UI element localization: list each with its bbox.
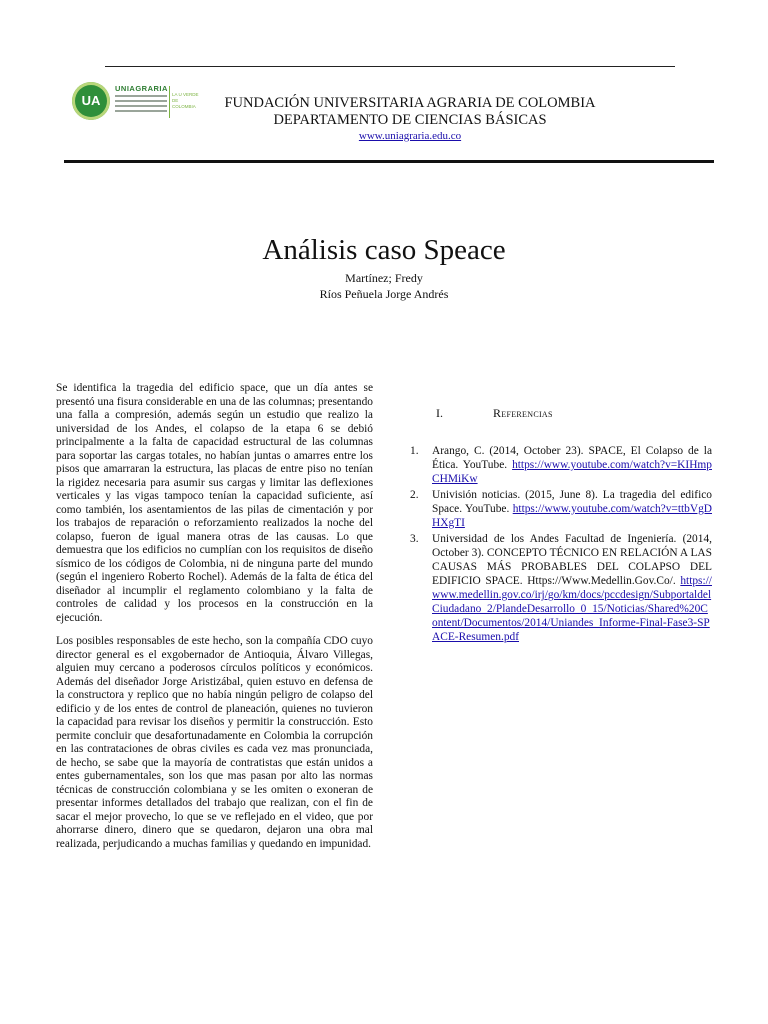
references-section-title: Referencias <box>493 406 553 420</box>
body-paragraph-1: Se identifica la tragedia del edificio space, que un día antes se presentó una fisura considerable en una de las columnas; presentando una falla a compresión, además según un estudio que realizo la universidad de los Andes, el colapso de la etapa 6 se debió principalmente a la falta de capacidad estructural de las columnas para soportar las cargas totales, no habían juntas o amarres entre los pisos que amarraran la estructura, las placas de entre piso no tenían la rigidez necesaria para asumir sus cargas y limitar las deflexiones verticales y las vigas tampoco tenían la capacidad suficiente, así como también, los asentamientos de las pilas de cimentación y por los trabajos de reparación o reforzamiento realizados la noche del colapso, fueron de igual manera otras de las causas. Lo que demuestra que los edificios no cumplían con los requisitos de diseño sísmico de los códigos de Colombia, ni de ninguna parte del mundo (según el ingeniero Roberto Rochel). Además de la falta de ética del diseñador al incumplir el reglamento colombiano y la falta de controles de calidad y los procesos en la construcción en la ejecución. <box>56 382 373 624</box>
logo-separator <box>169 86 170 118</box>
logo-subtitle-lines <box>115 95 167 115</box>
body-paragraph-2: Los posibles responsables de este hecho, son la compañía CDO cuyo director general es el exgobernador de Antioquia, Álvaro Villegas, alguien muy cercano a poderosos círculos políticos y económicos. Además del diseñador Jorge Aristizábal, quien estuvo en defensa de la constructora y replico que no había ningún peligro de colapso del edificio y de los entes de control de planeación, quienes no tuvieron la capacidad para revisar los diseños y permitir la construcción. Esto permite concluir que desafortunadamente en Colombia la corrupción en las contrataciones de obras civiles es cada vez mas pronunciada, de hecho, se sabe que la mayoría de contratistas que están unidos a entes gubernamentales, son los que mas pasan por alto las normas técnicas de construcción colombiana y se les omiten o exoneran de presentar informes detallados del trabajo que realizan, con el fin de sacar el mejor provecho, lo que se ve reflejado en el video, que por ahorrarse dinero, dinero que se quedaron, dejaron una obra mal realizada, perjudicando a muchas familias y quedando en impunidad. <box>56 635 373 850</box>
reference-text: Arango, C. (2014, October 23). SPACE, El Colapso de la Ética. YouTube. <box>432 445 712 471</box>
reference-link[interactable]: https://www.youtube.com/watch?v=ttbVgDHXgTI <box>432 503 712 529</box>
reference-item <box>410 532 712 644</box>
reference-link[interactable]: https://www.youtube.com/watch?v=KIHmpCHMiKw <box>432 459 712 485</box>
authors-block <box>0 270 768 302</box>
references-heading <box>436 406 696 421</box>
reference-text: Universidad de los Andes Facultad de Ingeniería. (2014, October 3). CONCEPTO TÉCNICO EN RELACIÓN A LAS CAUSAS MÁS PROBABLES DEL COLAPSO DEL EDIFICIO SPACE. Https://Www.Medellin.Gov.Co/. <box>432 533 712 587</box>
header-top-rule <box>105 66 675 67</box>
reference-item <box>410 488 712 530</box>
body-text-column <box>56 382 373 861</box>
uniagraria-logo <box>72 80 202 128</box>
header-bottom-rule <box>64 160 714 163</box>
reference-number: 1. <box>410 445 419 457</box>
reference-number: 3. <box>410 533 419 545</box>
document-header <box>190 95 630 143</box>
author-1: Martínez; Fredy <box>345 271 423 285</box>
document-title: Análisis caso Speace <box>262 234 506 266</box>
author-2: Ríos Peñuela Jorge Andrés <box>319 287 449 301</box>
reference-link[interactable]: https://www.medellin.gov.co/irj/go/km/docs/pccdesign/SubportaldelCiudadano_2/PlandeDesarrollo_0_15/Noticias/Shared%20Content/Documentos/2014/Uniandes_Informe-Final-Fase3-SPACE-Resumen.pdf <box>432 575 712 643</box>
logo-brand-name: UNIAGRARIA <box>115 84 168 93</box>
reference-text: Univisión noticias. (2015, June 8). La tragedia del edifico Space. YouTube. <box>432 489 712 515</box>
reference-item <box>410 444 712 486</box>
logo-tagline: LA U VERDE DE COLOMBIA <box>172 92 199 109</box>
logo-emblem: UA <box>72 82 110 120</box>
references-list <box>410 444 712 646</box>
department-name: DEPARTAMENTO DE CIENCIAS BÁSICAS <box>273 112 547 128</box>
references-section-number: I. <box>436 406 443 420</box>
institution-name: FUNDACIÓN UNIVERSITARIA AGRARIA DE COLOMBIA <box>224 95 596 111</box>
website-link[interactable]: www.uniagraria.edu.co <box>358 130 462 142</box>
reference-number: 2. <box>410 489 419 501</box>
